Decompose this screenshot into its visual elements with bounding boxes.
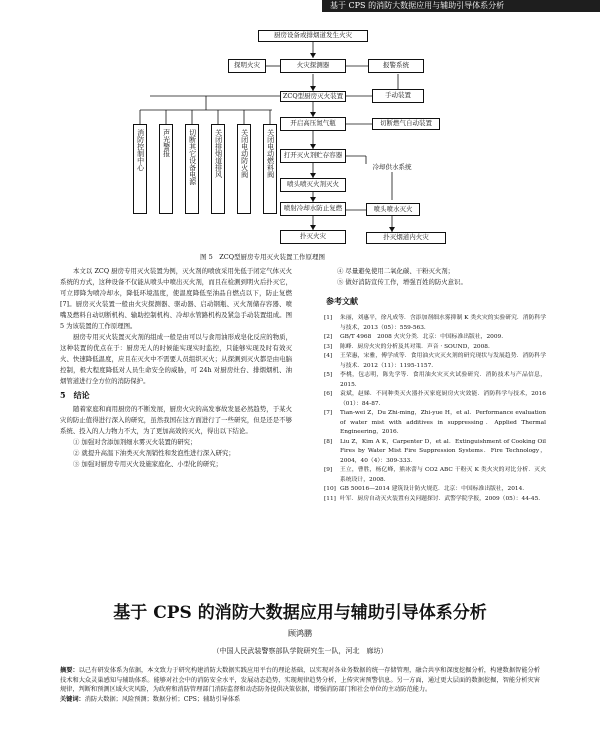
- reference-item: [5] 李桃，包志明，陈先学等．食用油火灾灭火试验研究．消防技术与产品信息，2015.: [324, 372, 546, 388]
- references-heading: 参考文献: [326, 296, 358, 306]
- vbox-control-center: 消防控制中心: [133, 124, 147, 214]
- conclusion-paragraph: 随着家庭和商用厨房的不断发展，厨房火灾的高发事故发显必然趋势，于某火灾的防止值得进行深入的研究，虽然我国在这方面进行了一些研究，但是还是不够系统、投入的人力物力不大，为了更加高效的灭火，得出以下结论。: [60, 405, 292, 435]
- conclusion-item: ③ 加强对厨房专用灭火设施家庭化、小型化的研究；: [73, 460, 223, 468]
- article-title: 基于 CPS 的消防大数据应用与辅助引导体系分析: [113, 603, 487, 623]
- abstract-text: 以己有研发体系为依据，本文致力于研究构建消防大数据实践应用平台的理论基础，以实现对各业务数据的统一存储管理，融合共享和深度挖掘分析，构建数据智能分析技术和大众灵巢感知与辅助体系。能够对社会中的消防安全水平，发展动态趋势，实现规律趋势分析，上传灾害预警信息。另一方面，通过更大层面的数据挖掘，智能分析灾害规律，判断和预测区域火灾风险，为政府和消防管理部门消防监督和动态防务提供决策依据，增强消防部门和社会单位的主动防范能力。: [60, 667, 540, 694]
- reference-item: [7] Tian-wei Z，Du Zhi-ming，Zhi-yue H，et al．Performance evaluation of water mist with additives in suppressing．Applied Thermal Engineering，2016.: [324, 410, 546, 435]
- body-paragraph: 本文以 ZCQ 厨房专用灭火装置为例，灭火剂的喷放采用先低于闭定气体灭火系统的方式，这种设备不仅能从喷头中喷出灭火剂，而且在检测到明火后扑灭它，可立即降为喷冷却水，降低环境温度，使温度降低至油品自燃点以下，防止复燃[7]。厨房灭火装置一般由火灾探测器、驱动器、启动钢瓶、灭火剂储存容器、喷嘴及燃料自动切断机构、输助控制机构、冷却水管路机构及紧急手动装置组成。图 5 为该装置的工作原理图。: [60, 267, 292, 330]
- article-abstract: [60, 666, 540, 704]
- running-header: 基于 CPS 的消防大数据应用与辅助引导体系分析: [322, 0, 600, 12]
- reference-list: [324, 314, 546, 504]
- section-heading-conclusion: 5 结论: [60, 390, 90, 400]
- body-paragraph: 厨房专用灭火装置灭火剂的组成一般是由可以与食用油形成皂化反应的物质，这种装置的优点在于：厨房无人的时候能实现实时监控，只能够实现及时有效灭火、快速降低温度，应且在灭火中不需要人员组织灭火；从探测到灭火都是由电脑控制，极大程度降低对人员生命安全的威胁，可 24h 对厨房灶台、排烟烟机、油烟管道进行全方位的消防保护。: [60, 333, 292, 385]
- conclusion-item: ④ 尽量避免使用二氧化碳、干粉灭火剂；: [337, 267, 455, 275]
- node-fire-out: 扑灭火灾: [280, 230, 346, 244]
- conclusion-item: ⑤ 做好消防宣传工作，增强百姓的防火意识。: [337, 278, 467, 286]
- node-fire-origin: 厨房设备或排烟道发生火灾: [258, 30, 368, 42]
- node-open-tank: 打开灭火剂贮存容器: [280, 149, 346, 163]
- article-affiliation: （中国人民武装警察部队学院研究生一队，河北 廊坊）: [212, 647, 388, 655]
- vbox-close-exhaust: 关闭排烟道排风: [211, 124, 225, 214]
- article-author: 顾鸿鹏: [288, 629, 312, 638]
- node-duct-fire-out: 扑灭烟道内火灾: [366, 232, 446, 244]
- node-alarm-system: 报警系统: [368, 59, 424, 73]
- vbox-cut-power: 切断其它设备电源: [185, 124, 199, 214]
- node-zcq-device: ZCQ型厨房灭火装置: [280, 91, 346, 102]
- keywords-label: 关键词：: [60, 695, 85, 703]
- node-manual-device: 手动装置: [372, 89, 424, 103]
- vbox-close-fuel-valve: 关闭电动燃料阀: [263, 124, 277, 214]
- abstract-label: 摘要：: [60, 667, 79, 674]
- conclusion-item: ② 就提升高温下油类灭火剂销性和发泡性进行深入研究；: [73, 449, 235, 457]
- reference-item: [10] GB 50016—2014 建筑设计防火规范．北京：中国标准出版社，2014.: [324, 486, 525, 492]
- node-nozzle-water: 喷头喷水灭火: [366, 203, 420, 216]
- reference-item: [4] 王荣惠，宋雅，傅学成等．食用油火灾灭火剂的研究现状与发展趋势．消防科学与技术．2012（11）：1195-1157.: [324, 353, 546, 369]
- node-cooling-system: 冷却供水系统: [366, 164, 418, 172]
- node-fire-detector: 火灾探测器: [280, 59, 346, 73]
- reference-item: [2] GB/T 4968 2008 火灾分类．北京：中国标准出版社，2009.: [324, 334, 504, 340]
- left-column: [60, 266, 292, 470]
- reference-item: [3] 陈峰．厨房火灾的分析及其对策．声音 · SOUND，2008.: [324, 343, 490, 350]
- figure-caption: 图 5 ZCQ型厨房专用灭火装置工作原理图: [200, 253, 326, 261]
- node-open-cylinder: 开启高压氮气瓶: [280, 117, 346, 131]
- reference-item: [6] 袁斌，赵娣．不同种类灭火器扑灭家庭厨房火灾效能．消防科学与技术，2016（01）：84-87.: [324, 391, 546, 407]
- node-gas-valve: 切断燃气自动装置: [372, 118, 440, 130]
- node-nozzle-agent: 喷头喷灭火剂灭火: [280, 178, 346, 192]
- right-column: [324, 266, 546, 288]
- reference-item: [8] Liu Z，Kim A K，Carpenter D，et al．Extinguishment of Cooking Oil Fires by Water Mist Fire Suppression Systems．Fire Technology，2004，40（4）：309-333.: [324, 438, 546, 464]
- keywords-text: 消防大数据；风险预测；数据分析；CPS；辅助引导体系: [84, 695, 241, 703]
- vbox-close-fire-valve: 关闭电动防火阀: [237, 124, 251, 214]
- reference-item: [11] 叶军．厨房自动灭火装置有关问题探讨．武警学院学报，2009（05）：44-45.: [324, 495, 541, 502]
- conclusion-item: ① 加强对含添加剂细水雾灭火装置的研究；: [73, 438, 197, 446]
- vbox-alarm: 声光警报: [159, 124, 173, 214]
- node-probe-fire: 探明火灾: [228, 59, 266, 73]
- node-cooling-water: 喷射冷却水防止复燃: [280, 202, 346, 216]
- reference-item: [1] 朱丽，刘惠平，徐凡成等．含添加剂细水雾抑制 K 类火灾的实验研究．消防科学与技术，2013（05）：559-563.: [324, 315, 546, 331]
- reference-item: [9] 王立，曹胜，杨亿峰，熊冰蕾与 CO2 ABC 干粉灭 K 类火灾的对比分析．灭火系统设计，2008.: [324, 467, 546, 483]
